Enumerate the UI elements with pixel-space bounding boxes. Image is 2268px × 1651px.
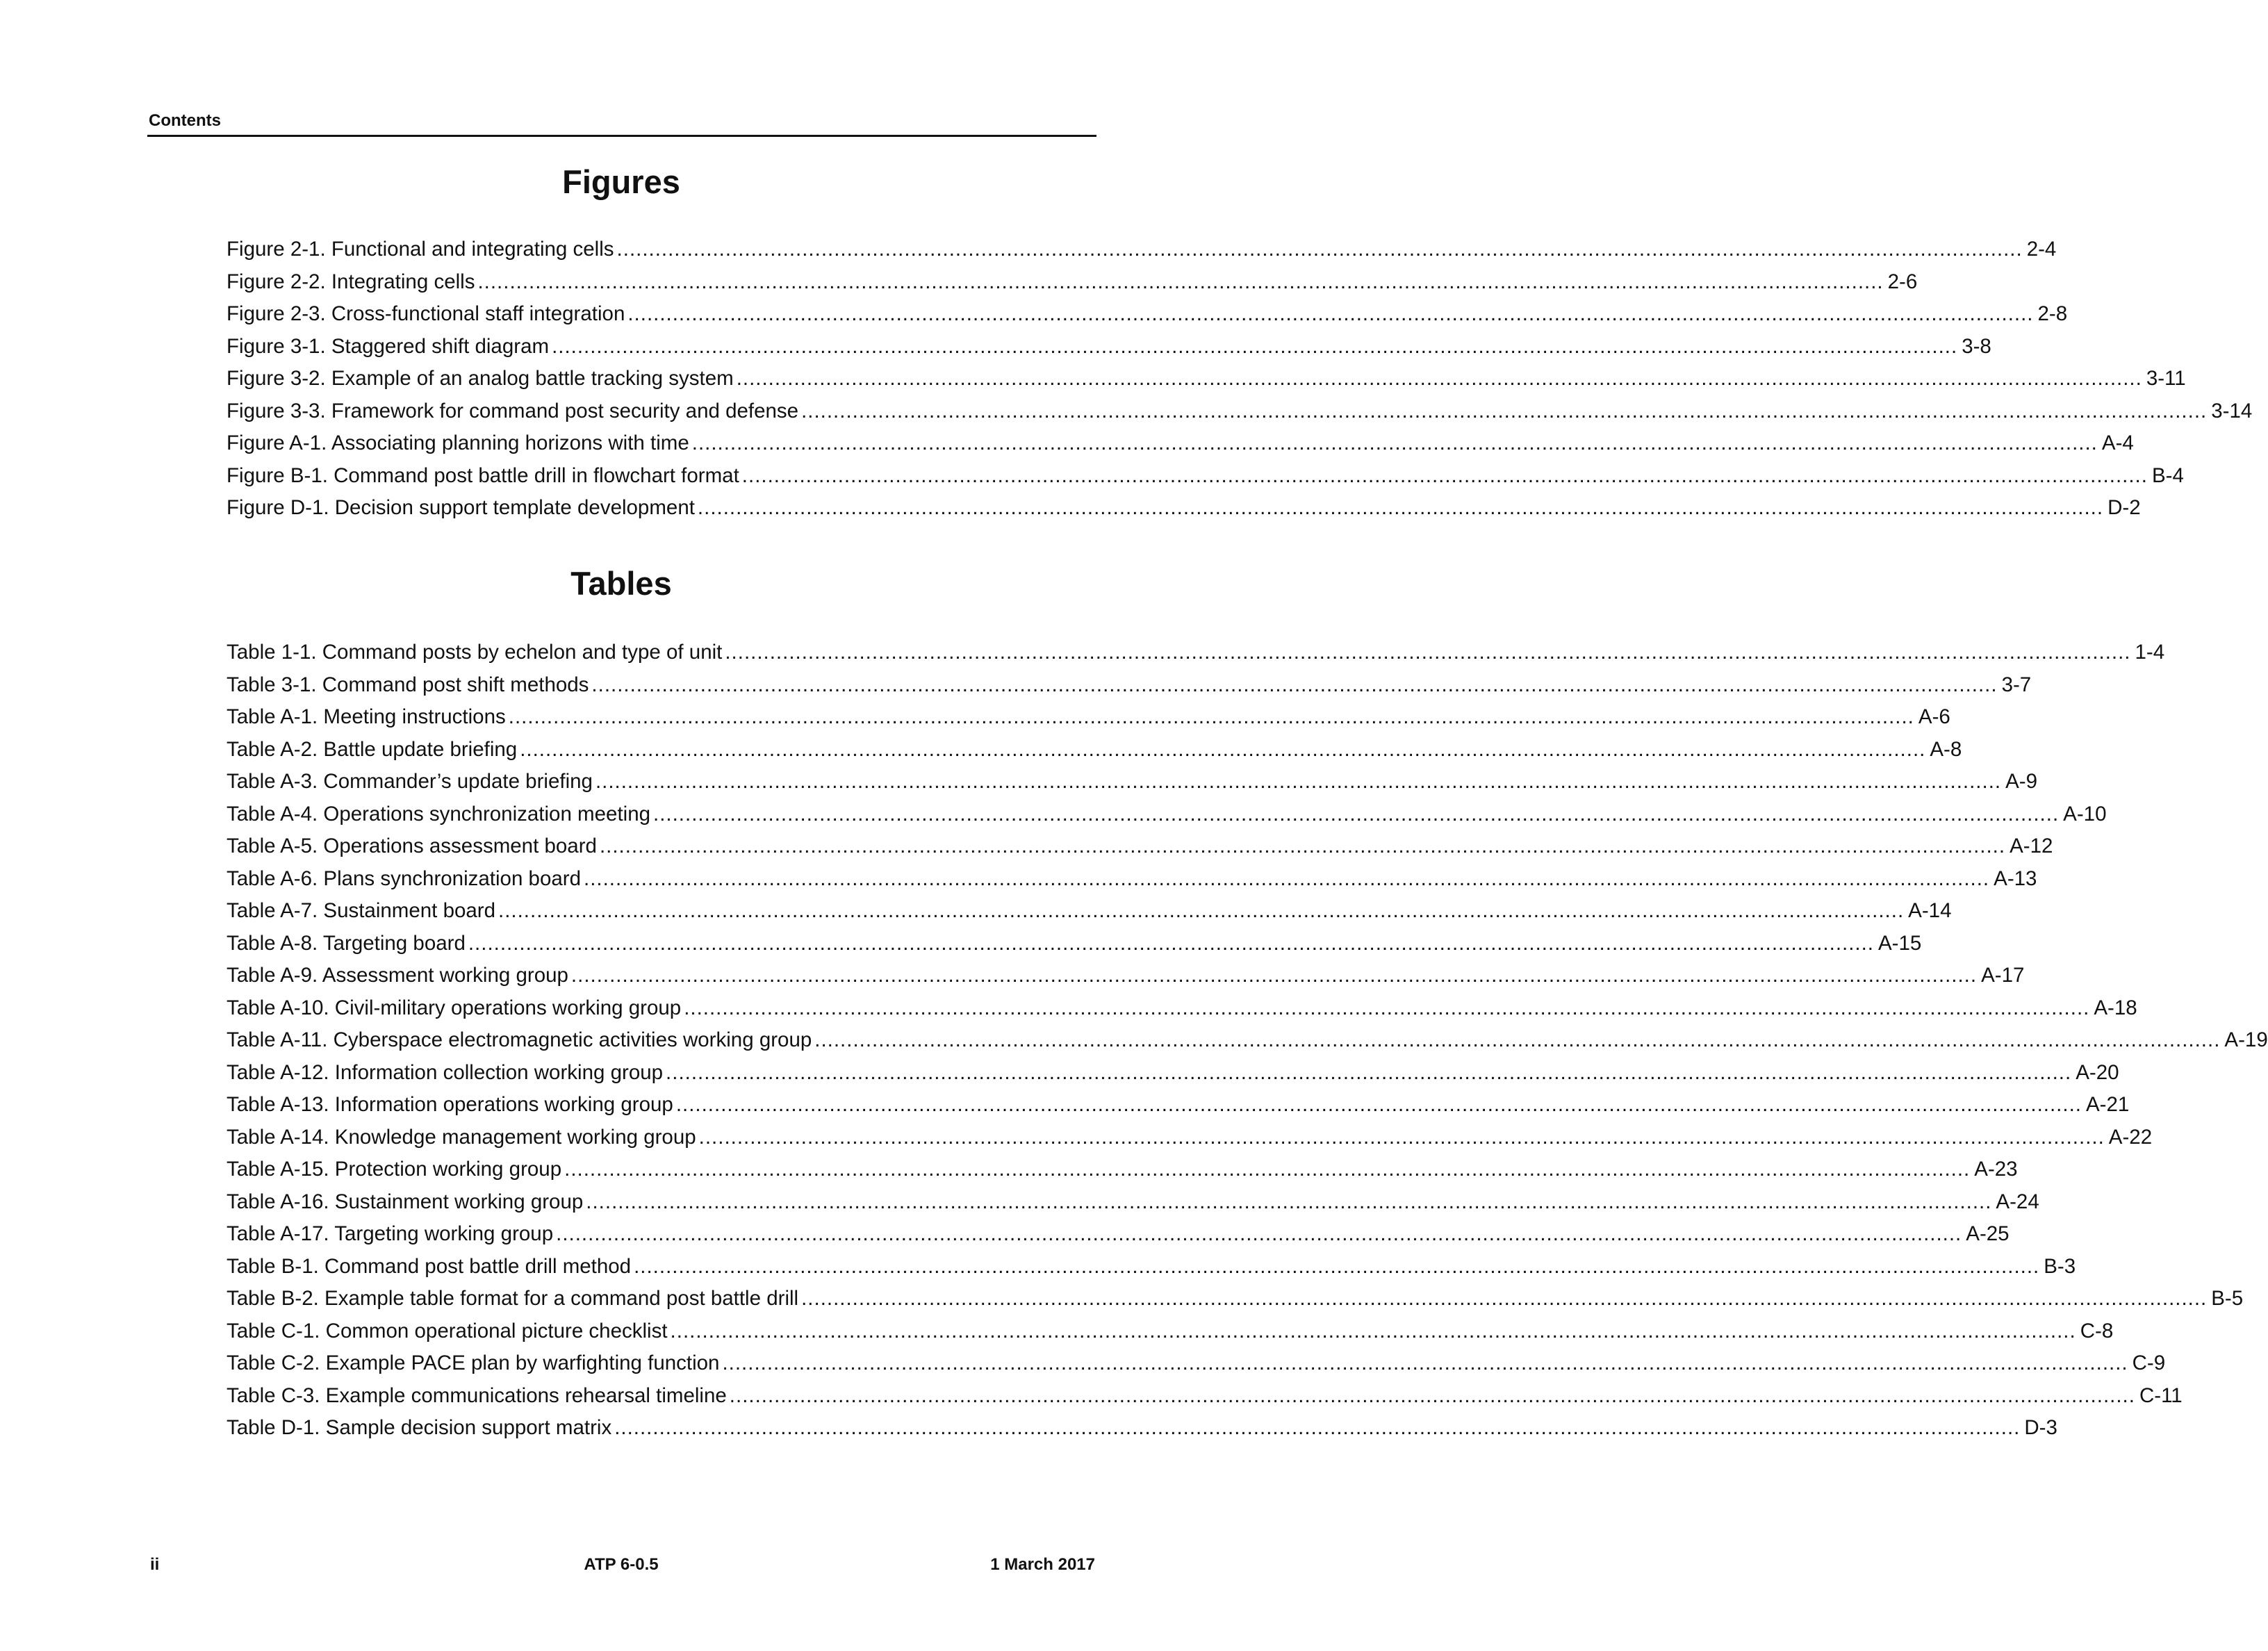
- table-entry-label: Table A-1. Meeting instructions: [227, 705, 506, 728]
- table-entry[interactable]: [227, 863, 2037, 896]
- table-entry-page: A-24: [1996, 1190, 2039, 1213]
- table-entry[interactable]: [227, 1089, 2130, 1122]
- table-entry-page: A-12: [2010, 835, 2053, 857]
- dot-leader: ............................................................................................................................................................................................................................: [801, 1287, 2208, 1310]
- dot-leader: ............................................................................................................................................................................................................................: [698, 1125, 2105, 1149]
- table-entry-page: A-6: [1918, 705, 1950, 728]
- table-entry-label: Table A-7. Sustainment board: [227, 899, 496, 922]
- dot-leader: ............................................................................................................................................................................................................................: [564, 1158, 1971, 1181]
- table-entry[interactable]: [227, 1024, 2268, 1057]
- figure-entry[interactable]: [227, 427, 2134, 460]
- dot-leader: ............................................................................................................................................................................................................................: [722, 1352, 2128, 1374]
- table-entry-page: 3-7: [2001, 673, 2032, 696]
- table-entry-label: Table A-6. Plans synchronization board: [227, 866, 581, 890]
- table-entry-page: 1-4: [2135, 641, 2165, 664]
- table-entry-label: Table C-3. Example communications rehearsal timeline: [227, 1383, 727, 1407]
- table-entry[interactable]: [227, 830, 2053, 863]
- dot-leader: ............................................................................................................................................................................................................................: [736, 367, 2142, 390]
- table-entry[interactable]: [227, 928, 1922, 960]
- figure-entry-page: 2-6: [1887, 270, 1918, 293]
- table-entry-page: A-17: [1981, 964, 2025, 987]
- figure-entry[interactable]: [227, 363, 2186, 395]
- dot-leader: ............................................................................................................................................................................................................................: [653, 802, 2060, 826]
- table-entry[interactable]: [227, 1057, 2119, 1090]
- table-entry-page: B-3: [2044, 1254, 2076, 1278]
- header-rule: [147, 135, 1096, 137]
- dot-leader: ............................................................................................................................................................................................................................: [586, 1190, 1992, 1213]
- figure-entry-page: A-4: [2101, 432, 2134, 454]
- figure-entry-label: Figure 3-3. Framework for command post security and defense: [227, 399, 799, 422]
- figure-entry[interactable]: [227, 331, 1991, 363]
- table-entry-label: Table D-1. Sample decision support matrix: [227, 1416, 612, 1439]
- tables-heading: Tables: [570, 565, 672, 602]
- table-entry[interactable]: [227, 734, 1962, 766]
- table-entry-page: A-19: [2224, 1028, 2268, 1051]
- table-entry-label: Table A-16. Sustainment working group: [227, 1190, 584, 1213]
- table-entry-label: Table A-15. Protection working group: [227, 1158, 562, 1181]
- table-entry-page: D-3: [2024, 1416, 2057, 1439]
- dot-leader: ............................................................................................................................................................................................................................: [477, 270, 1884, 293]
- table-entry[interactable]: [227, 1218, 2010, 1251]
- dot-leader: ............................................................................................................................................................................................................................: [697, 496, 2104, 519]
- table-entry-page: A-9: [2005, 770, 2038, 793]
- dot-leader: ............................................................................................................................................................................................................................: [508, 705, 1914, 728]
- table-entry[interactable]: [227, 960, 2025, 992]
- dot-leader: ............................................................................................................................................................................................................................: [801, 399, 2208, 422]
- table-entry-page: A-10: [2063, 802, 2107, 826]
- table-entry-label: Table A-3. Commander’s update briefing: [227, 770, 593, 793]
- footer-publication: ATP 6-0.5: [584, 1555, 659, 1574]
- table-entry-page: A-21: [2085, 1093, 2130, 1116]
- table-entry[interactable]: [227, 1347, 2166, 1380]
- table-entry-label: Table A-4. Operations synchronization meeting: [227, 802, 651, 826]
- figure-entry-label: Figure 2-2. Integrating cells: [227, 270, 475, 293]
- figure-entry-page: 3-11: [2146, 367, 2186, 390]
- table-entry-page: A-14: [1908, 899, 1952, 922]
- dot-leader: ............................................................................................................................................................................................................................: [634, 1254, 2040, 1278]
- figure-entry-page: 3-14: [2211, 399, 2253, 422]
- figure-entry-page: 2-4: [2026, 238, 2057, 261]
- figure-entry[interactable]: [227, 266, 1918, 299]
- table-entry-page: A-20: [2076, 1060, 2119, 1084]
- dot-leader: ............................................................................................................................................................................................................................: [599, 835, 2006, 857]
- table-entry-label: Table A-2. Battle update briefing: [227, 737, 518, 761]
- table-entry[interactable]: [227, 1380, 2183, 1413]
- table-entry-label: Table B-2. Example table format for a command post battle drill: [227, 1287, 799, 1310]
- figure-entry-page: D-2: [2107, 496, 2141, 519]
- table-entry-page: C-8: [2080, 1319, 2114, 1342]
- figure-entry-label: Figure 3-1. Staggered shift diagram: [227, 334, 550, 358]
- dot-leader: ............................................................................................................................................................................................................................: [584, 866, 1990, 890]
- table-entry[interactable]: [227, 1283, 2244, 1315]
- table-entry-page: C-11: [2139, 1383, 2183, 1407]
- figure-entry[interactable]: [227, 298, 2068, 331]
- table-entry-label: Table 1-1. Command posts by echelon and type of unit: [227, 641, 723, 664]
- table-entry[interactable]: [227, 1122, 2153, 1154]
- footer-page-number: ii: [150, 1555, 160, 1574]
- figure-entry[interactable]: [227, 492, 2141, 525]
- dot-leader: ............................................................................................................................................................................................................................: [725, 641, 2131, 664]
- table-entry-label: Table C-2. Example PACE plan by warfighting function: [227, 1352, 720, 1374]
- figure-entry[interactable]: [227, 233, 2057, 266]
- table-entry-label: Table A-12. Information collection working group: [227, 1060, 664, 1084]
- dot-leader: ............................................................................................................................................................................................................................: [666, 1060, 2072, 1084]
- table-entry[interactable]: [227, 701, 1950, 734]
- table-entry-label: Table 3-1. Command post shift methods: [227, 673, 589, 696]
- table-entry-page: B-5: [2211, 1287, 2244, 1310]
- table-entry-page: A-18: [2094, 996, 2137, 1019]
- table-entry-label: Table A-17. Targeting working group: [227, 1222, 554, 1245]
- figures-heading: Figures: [562, 163, 680, 200]
- dot-leader: ............................................................................................................................................................................................................................: [498, 899, 1905, 922]
- figure-entry[interactable]: [227, 395, 2253, 428]
- figure-entry-page: B-4: [2151, 463, 2184, 487]
- table-entry[interactable]: [227, 1251, 2076, 1283]
- dot-leader: ............................................................................................................................................................................................................................: [595, 770, 2002, 793]
- dot-leader: ............................................................................................................................................................................................................................: [729, 1383, 2135, 1407]
- table-entry-page: C-9: [2132, 1352, 2166, 1374]
- table-entry[interactable]: [227, 1412, 2057, 1445]
- table-entry-page: A-25: [1966, 1222, 2010, 1245]
- dot-leader: ............................................................................................................................................................................................................................: [520, 737, 1926, 761]
- dot-leader: ............................................................................................................................................................................................................................: [556, 1222, 1962, 1245]
- dot-leader: ............................................................................................................................................................................................................................: [814, 1028, 2221, 1051]
- table-entry[interactable]: [227, 1315, 2114, 1348]
- table-entry-label: Table A-10. Civil-military operations working group: [227, 996, 682, 1019]
- table-entry-label: Table A-14. Knowledge management working group: [227, 1125, 696, 1149]
- table-entry-label: Table A-11. Cyberspace electromagnetic activities working group: [227, 1028, 812, 1051]
- table-entry[interactable]: [227, 669, 2032, 702]
- table-entry-page: A-22: [2108, 1125, 2153, 1149]
- dot-leader: ............................................................................................................................................................................................................................: [627, 302, 2034, 325]
- figure-entry-label: Figure 2-3. Cross-functional staff integration: [227, 302, 625, 325]
- table-entry-page: A-8: [1930, 737, 1962, 761]
- figure-entry-page: 3-8: [1962, 334, 1991, 358]
- table-entry[interactable]: [227, 1186, 2039, 1219]
- figures-list: [227, 233, 2253, 525]
- dot-leader: ............................................................................................................................................................................................................................: [741, 463, 2148, 487]
- running-header: Contents: [149, 111, 221, 130]
- dot-leader: ............................................................................................................................................................................................................................: [691, 432, 2098, 454]
- dot-leader: ............................................................................................................................................................................................................................: [570, 964, 1978, 987]
- table-entry-page: A-15: [1878, 931, 1922, 955]
- table-entry[interactable]: [227, 1153, 2018, 1186]
- table-entry[interactable]: [227, 798, 2107, 831]
- dot-leader: ............................................................................................................................................................................................................................: [468, 931, 1874, 955]
- figure-entry[interactable]: [227, 460, 2184, 493]
- table-entry-label: Table A-9. Assessment working group: [227, 964, 568, 987]
- figure-entry-label: Figure 3-2. Example of an analog battle tracking system: [227, 367, 734, 390]
- table-entry[interactable]: [227, 766, 2038, 798]
- dot-leader: ............................................................................................................................................................................................................................: [684, 996, 2090, 1019]
- dot-leader: ............................................................................................................................................................................................................................: [670, 1319, 2076, 1342]
- dot-leader: ............................................................................................................................................................................................................................: [616, 238, 2023, 261]
- dot-leader: ............................................................................................................................................................................................................................: [614, 1416, 2021, 1439]
- dot-leader: ............................................................................................................................................................................................................................: [591, 673, 1998, 696]
- figure-entry-label: Figure A-1. Associating planning horizons with time: [227, 432, 689, 454]
- figure-entry-label: Figure 2-1. Functional and integrating cells: [227, 238, 614, 261]
- table-entry-page: A-23: [1974, 1158, 2018, 1181]
- table-entry[interactable]: [227, 992, 2137, 1025]
- footer-date: 1 March 2017: [990, 1555, 1095, 1574]
- figure-entry-label: Figure D-1. Decision support template development: [227, 496, 695, 519]
- dot-leader: ............................................................................................................................................................................................................................: [552, 334, 1958, 358]
- tables-list: [227, 636, 2268, 1445]
- table-entry-label: Table A-13. Information operations working group: [227, 1093, 673, 1116]
- table-entry-page: A-13: [1994, 866, 2037, 890]
- figure-entry-page: 2-8: [2037, 302, 2068, 325]
- table-entry-label: Table A-5. Operations assessment board: [227, 835, 597, 857]
- table-entry[interactable]: [227, 895, 1952, 928]
- dot-leader: ............................................................................................................................................................................................................................: [675, 1093, 2082, 1116]
- table-entry-label: Table B-1. Command post battle drill method: [227, 1254, 632, 1278]
- figure-entry-label: Figure B-1. Command post battle drill in flowchart format: [227, 463, 739, 487]
- table-entry-label: Table A-8. Targeting board: [227, 931, 466, 955]
- table-entry[interactable]: [227, 636, 2165, 669]
- table-entry-label: Table C-1. Common operational picture checklist: [227, 1319, 668, 1342]
